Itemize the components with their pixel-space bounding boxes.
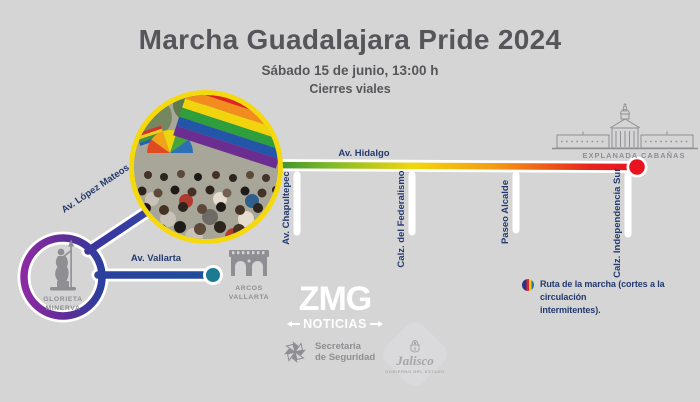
zmg-noticias-logo bbox=[289, 282, 381, 331]
minerva-label-line2: MINERVA bbox=[45, 305, 81, 312]
closures-label: Cierres viales bbox=[309, 82, 391, 96]
label-av-vallarta: Av. Vallarta bbox=[130, 253, 182, 264]
jalisco-crest-icon bbox=[407, 339, 423, 354]
label-av-lopez-mateos: Av. López Mateos bbox=[59, 162, 132, 216]
pinwheel-star-icon bbox=[282, 339, 308, 365]
endpoint-arcos-dot bbox=[206, 268, 220, 282]
cross-street-ticks bbox=[297, 175, 628, 234]
label-av-chapultepec: Av. Chapultepec bbox=[281, 171, 292, 245]
label-paseo-alcalde: Paseo Alcalde bbox=[500, 179, 511, 245]
arcos-label-line2: VALLARTA bbox=[228, 294, 270, 301]
route-av-hidalgo bbox=[250, 165, 637, 167]
legend-text bbox=[540, 278, 694, 317]
secretaria-seguridad-logo bbox=[282, 339, 375, 365]
jalisco-name: Jalisco bbox=[396, 352, 434, 368]
zmg-noticias-banner bbox=[289, 317, 381, 331]
crowd-photo-art bbox=[134, 95, 278, 239]
minerva-statue-icon bbox=[50, 240, 76, 291]
zmg-logo-text: ZMG bbox=[298, 280, 372, 318]
seguridad-line1: Secretaría bbox=[315, 340, 361, 352]
endpoint-cabanas-dot bbox=[629, 159, 645, 175]
seguridad-line2: de Seguridad bbox=[315, 352, 376, 363]
left-arrow-icon bbox=[289, 323, 300, 325]
legend-line2: intermitentes). bbox=[540, 305, 601, 315]
legend bbox=[522, 278, 694, 317]
jalisco-tagline: GOBIERNO DEL ESTADO bbox=[385, 368, 445, 374]
noticias-text: NOTICIAS bbox=[303, 317, 367, 331]
pride-crowd-photo bbox=[129, 90, 283, 244]
jalisco-logo bbox=[378, 322, 452, 390]
arcos-vallarta-icon bbox=[229, 250, 269, 276]
label-calz-independencia: Calz. Independencia Sur bbox=[612, 168, 623, 278]
seguridad-label bbox=[315, 341, 375, 364]
event-datetime: Sábado 15 de junio, 13:00 h bbox=[261, 63, 439, 78]
minerva-label-line1: GLORIETA bbox=[43, 296, 83, 303]
label-calz-federalismo: Calz. del Federalismo bbox=[396, 170, 407, 268]
legend-line1: Ruta de la marcha (cortes a la circulación bbox=[540, 279, 665, 302]
cabanas-label: EXPLANADA CABAÑAS bbox=[582, 151, 686, 160]
label-av-hidalgo: Av. Hidalgo bbox=[338, 148, 390, 159]
cabanas-building-icon bbox=[552, 103, 698, 149]
page-title: Marcha Guadalajara Pride 2024 bbox=[138, 24, 562, 55]
arcos-label-line1: ARCOS bbox=[235, 285, 263, 292]
rainbow-route-icon bbox=[522, 279, 534, 291]
